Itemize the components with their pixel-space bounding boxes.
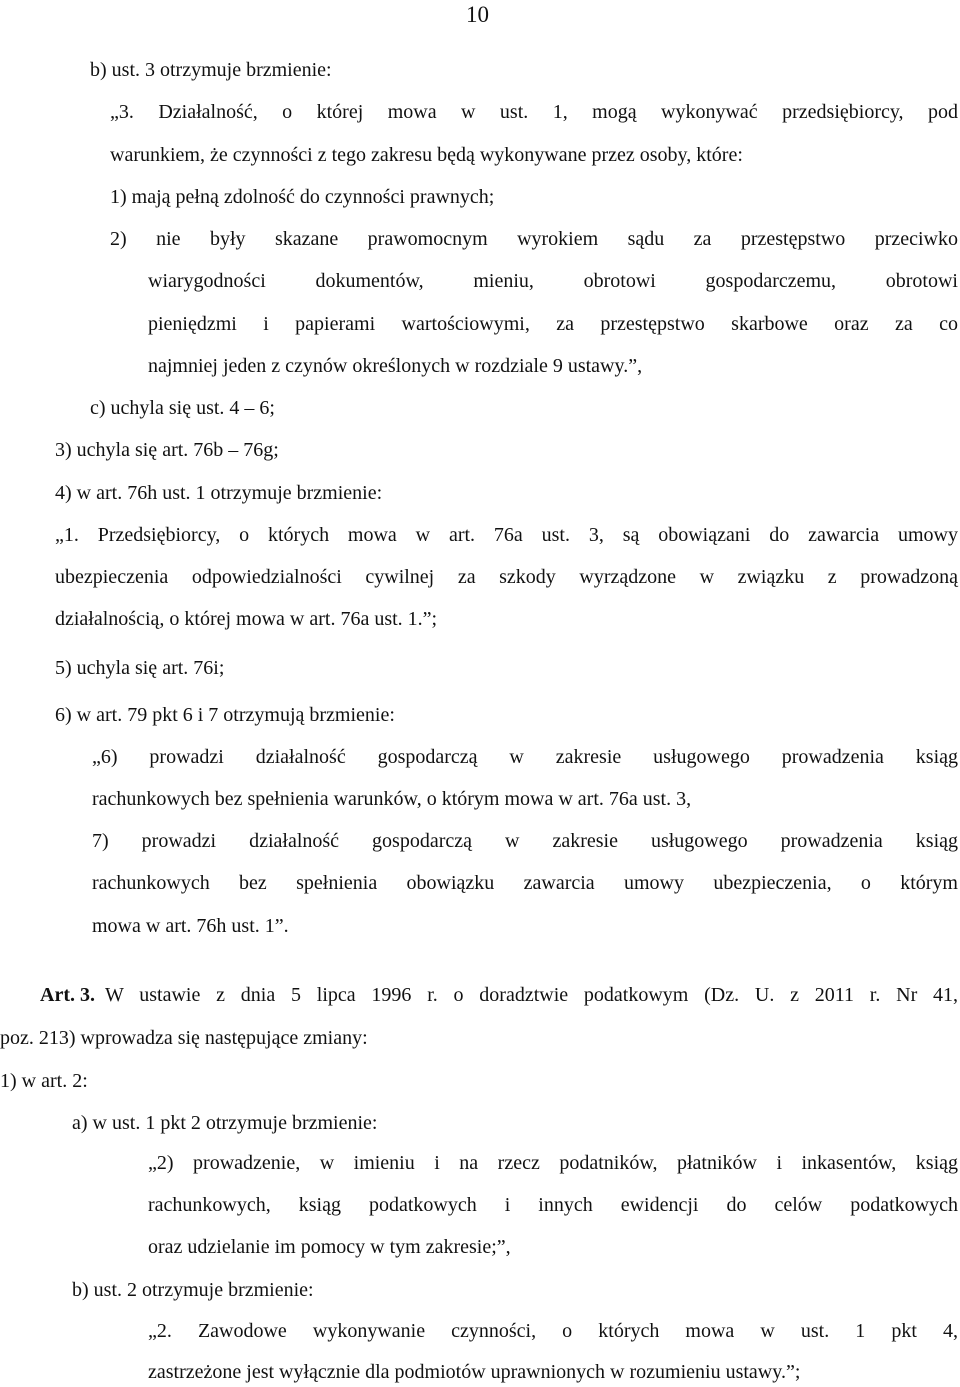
line-11: 4) w art. 76h ust. 1 otrzymuje brzmienie: [55, 482, 383, 504]
line-05: 2) nie były skazane prawomocnym wyrokiem sądu za przestępstwo przeciwko [110, 228, 958, 250]
line-06: wiarygodności dokumentów, mieniu, obrotowi gospodarczemu, obrotowi [148, 270, 958, 292]
line-24: 1) w art. 2: [0, 1070, 88, 1092]
line-10: 3) uchyla się art. 76b – 76g; [55, 439, 279, 461]
line-09: c) uchyla się ust. 4 – 6; [90, 397, 275, 419]
line-21: mowa w art. 76h ust. 1”. [92, 915, 289, 937]
article-3-text: W ustawie z dnia 5 lipca 1996 r. o doradztwie podatkowym (Dz. U. z 2011 r. Nr 41, [104, 984, 958, 1006]
line-13: ubezpieczenia odpowiedzialności cywilnej za szkody wyrządzone w związku z prowadzoną [55, 566, 958, 588]
line-25: a) w ust. 1 pkt 2 otrzymuje brzmienie: [72, 1112, 378, 1134]
line-22 [40, 982, 958, 1008]
line-30: „2. Zawodowe wykonywanie czynności, o których mowa w ust. 1 pkt 4, [148, 1320, 958, 1342]
line-03: warunkiem, że czynności z tego zakresu będą wykonywane przez osoby, które: [110, 144, 743, 166]
line-28: oraz udzielanie im pomocy w tym zakresie;”, [148, 1236, 511, 1258]
line-12: „1. Przedsiębiorcy, o których mowa w art. 76a ust. 3, są obowiązani do zawarcia umowy [55, 524, 958, 546]
line-18: rachunkowych bez spełnienia warunków, o którym mowa w art. 76a ust. 3, [92, 788, 692, 810]
line-23: poz. 213) wprowadza się następujące zmiany: [0, 1027, 368, 1049]
line-14: działalnością, o której mowa w art. 76a ust. 1.”; [55, 608, 438, 630]
line-27: rachunkowych, ksiąg podatkowych i innych ewidencji do celów podatkowych [148, 1194, 958, 1216]
line-07: pieniędzmi i papierami wartościowymi, za przestępstwo skarbowe oraz za co [148, 313, 958, 335]
line-17: „6) prowadzi działalność gospodarczą w zakresie usługowego prowadzenia ksiąg [92, 746, 958, 768]
article-3-heading: Art. 3. [40, 984, 95, 1006]
line-15: 5) uchyla się art. 76i; [55, 657, 225, 679]
line-19: 7) prowadzi działalność gospodarczą w zakresie usługowego prowadzenia ksiąg [92, 830, 958, 852]
line-08: najmniej jeden z czynów określonych w rozdziale 9 ustawy.”, [148, 355, 643, 377]
line-04: 1) mają pełną zdolność do czynności prawnych; [110, 186, 495, 208]
line-29: b) ust. 2 otrzymuje brzmienie: [72, 1279, 314, 1301]
line-26: „2) prowadzenie, w imieniu i na rzecz podatników, płatników i inkasentów, ksiąg [148, 1152, 958, 1174]
page-number: 10 [466, 2, 489, 27]
line-01: b) ust. 3 otrzymuje brzmienie: [90, 59, 332, 81]
line-31: zastrzeżone jest wyłącznie dla podmiotów uprawnionych w rozumieniu ustawy.”; [148, 1361, 801, 1383]
line-20: rachunkowych bez spełnienia obowiązku zawarcia umowy ubezpieczenia, o którym [92, 872, 958, 894]
line-02: „3. Działalność, o której mowa w ust. 1, mogą wykonywać przedsiębiorcy, pod [110, 101, 958, 123]
line-16: 6) w art. 79 pkt 6 i 7 otrzymują brzmienie: [55, 704, 395, 726]
